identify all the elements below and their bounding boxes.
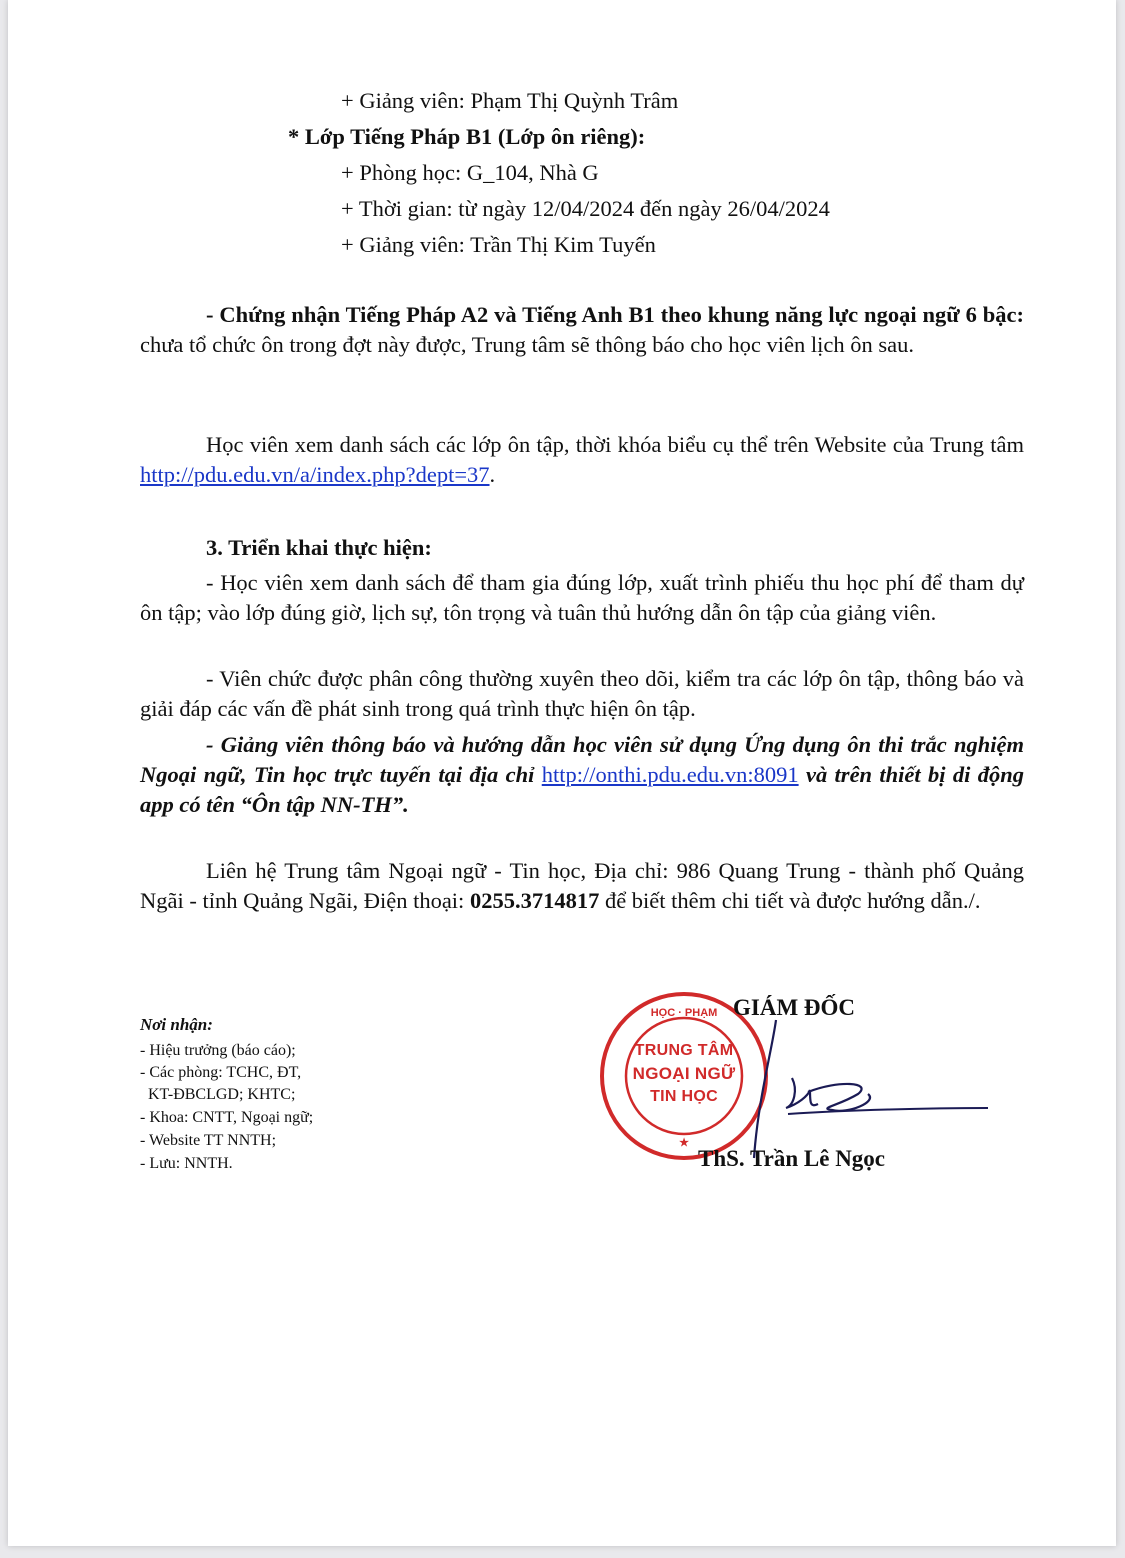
- lecturer-line-2: + Giảng viên: Trần Thị Kim Tuyến: [341, 232, 656, 257]
- section-3-heading: 3. Triển khai thực hiện:: [206, 535, 432, 560]
- time-line: + Thời gian: từ ngày 12/04/2024 đến ngày 26/04/2024: [341, 196, 830, 221]
- svg-text:HỌC · PHẠM: HỌC · PHẠM: [650, 1007, 718, 1019]
- recipient-item: KT-ĐBCLGD; KHTC;: [140, 1086, 296, 1103]
- document-page: [8, 0, 1116, 1546]
- recipient-item: - Các phòng: TCHC, ĐT,: [140, 1064, 302, 1081]
- exam-app-link[interactable]: http://onthi.pdu.edu.vn:8091: [541, 762, 799, 787]
- certificate-paragraph: [140, 300, 1024, 360]
- stamp-line-3: TIN HỌC: [650, 1088, 718, 1105]
- stamp-line-1: TRUNG TÂM: [634, 1042, 734, 1059]
- contact-text-a: Liên hệ Trung tâm Ngoại ngữ - Tin học, Địa chỉ: 986 Quang Trung - thành phố Quảng Ngãi - tỉnh Quảng Ngãi, Điện thoại:: [140, 858, 1024, 913]
- signature-title: GIÁM ĐỐC: [733, 995, 856, 1020]
- contact-text-b: để biết thêm chi tiết và được hướng dẫn./.: [599, 888, 981, 913]
- recipient-item: - Lưu: NNTH.: [140, 1155, 233, 1172]
- svg-text:★: ★: [679, 1137, 689, 1149]
- section-3-paragraph-3: [140, 730, 1024, 820]
- section-3-paragraph-2: - Viên chức được phân công thường xuyên theo dõi, kiểm tra các lớp ôn tập, thông báo và giải đáp các vấn đề phát sinh trong quá trình thực hiện ôn tập.: [140, 666, 1024, 721]
- app-text-a: - Giảng viên thông báo và hướng dẫn học viên sử dụng Ứng dụng ôn thi trắc nghiệm Ngoại ngữ, Tin học trực tuyến tại địa chỉ: [140, 732, 1024, 787]
- room-line: + Phòng học: G_104, Nhà G: [341, 160, 599, 185]
- recipient-item: - Hiệu trưởng (báo cáo);: [140, 1042, 296, 1059]
- website-text: Học viên xem danh sách các lớp ôn tập, thời khóa biểu cụ thể trên Website của Trung tâm: [206, 432, 1024, 457]
- website-paragraph: [140, 430, 1024, 490]
- stamp-line-2: NGOẠI NGỮ: [632, 1064, 736, 1083]
- lecturer-line-1: + Giảng viên: Phạm Thị Quỳnh Trâm: [341, 88, 679, 113]
- center-website-link[interactable]: http://pdu.edu.vn/a/index.php?dept=37: [140, 462, 490, 487]
- certificate-bold: - Chứng nhận Tiếng Pháp A2 và Tiếng Anh B1 theo khung năng lực ngoại ngữ 6 bậc:: [206, 302, 1024, 327]
- class-heading-french-b1: * Lớp Tiếng Pháp B1 (Lớp ôn riêng):: [288, 124, 646, 149]
- handwritten-signature: [698, 1010, 998, 1160]
- recipient-item: - Khoa: CNTT, Ngoại ngữ;: [140, 1109, 314, 1126]
- signer-name: ThS. Trần Lê Ngọc: [698, 1146, 886, 1171]
- contact-paragraph: [140, 856, 1024, 916]
- certificate-rest: chưa tổ chức ôn trong đợt này được, Trung tâm sẽ thông báo cho học viên lịch ôn sau.: [140, 332, 914, 357]
- website-end: .: [489, 462, 496, 487]
- recipient-item: - Website TT NNTH;: [140, 1132, 277, 1149]
- contact-phone: 0255.3714817: [469, 888, 600, 913]
- recipients-title: Nơi nhận:: [140, 1015, 213, 1034]
- app-text-b: và trên thiết bị di động app có tên “Ôn tập NN-TH”.: [140, 762, 1025, 817]
- section-3-paragraph-1: - Học viên xem danh sách để tham gia đúng lớp, xuất trình phiếu thu học phí để tham dự ôn tập; vào lớp đúng giờ, lịch sự, tôn trọng và tuân thủ hướng dẫn ôn tập của giảng viên.: [140, 570, 1024, 625]
